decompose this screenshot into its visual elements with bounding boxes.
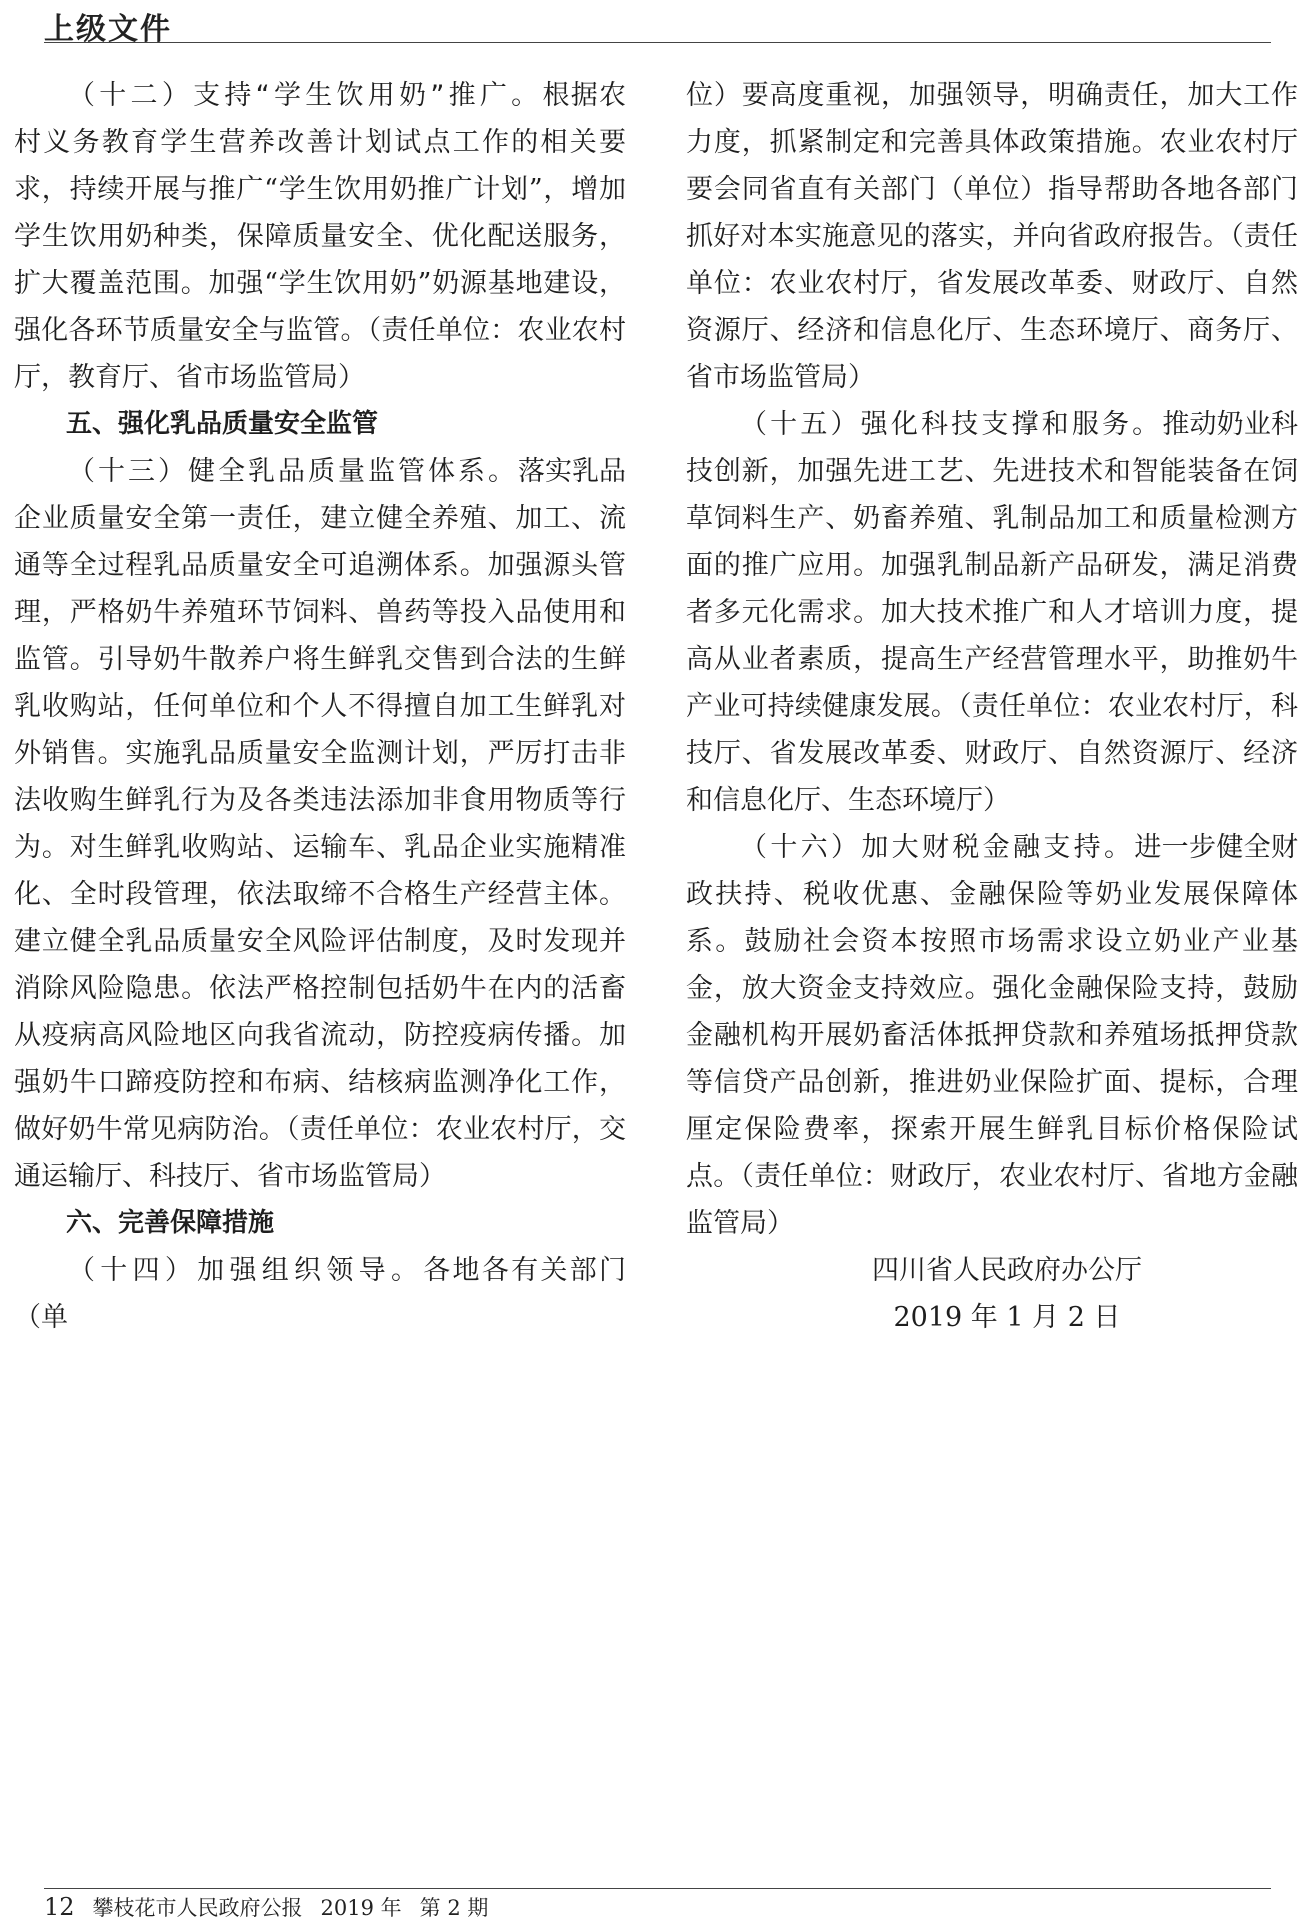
paragraph-15-lead: （十五）强化科技支撑和服务。 (740, 409, 1163, 440)
footer-divider (44, 1888, 1271, 1889)
left-column (14, 72, 626, 1341)
right-column (686, 72, 1298, 1341)
paragraph-13 (14, 448, 626, 1200)
paragraph-15-body: 推动奶业科技创新，加强先进工艺、先进技术和智能装备在饲草饲料生产、奶畜养殖、乳制品加工和质量检测方面的推广应用。加强乳制品新产品研发，满足消费者多元化需求。加大技术推广和人才培训力度，提高从业者素质，提高生产经营管理水平，助推奶牛产业可持续健康发展。（责任单位：农业农村厅，科技厅、省发展改革委、财政厅、自然资源厅、经济和信息化厅、生态环境厅） (686, 409, 1299, 816)
signature-org: 四川省人民政府办公厅 (872, 1255, 1142, 1286)
paragraph-16 (686, 824, 1298, 1247)
paragraph-12-lead: （十二）支持“学生饮用奶”推广。 (68, 80, 543, 111)
paragraph-13-body: 落实乳品企业质量安全第一责任，建立健全养殖、加工、流通等全过程乳品质量安全可追溯体系。加强源头管理，严格奶牛养殖环节饲料、兽药等投入品使用和监管。引导奶牛散养户将生鲜乳交售到合法的生鲜乳收购站，任何单位和个人不得擅自加工生鲜乳对外销售。实施乳品质量安全监测计划，严厉打击非法收购生鲜乳行为及各类违法添加非食用物质等行为。对生鲜乳收购站、运输车、乳品企业实施精准化、全时段管理，依法取缔不合格生产经营主体。建立健全乳品质量安全风险评估制度，及时发现并消除风险隐患。依法严格控制包括奶牛在内的活畜从疫病高风险地区向我省流动，防控疫病传播。加强奶牛口蹄疫防控和布病、结核病监测净化工作，做好奶牛常见病防治。（责任单位：农业农村厅，交通运输厅、科技厅、省市场监管局） (14, 456, 626, 1192)
publication-name: 攀枝花市人民政府公报 (92, 1896, 303, 1920)
publication-year: 2019 年 (320, 1896, 402, 1920)
section-heading-6: 六、完善保障措施 (66, 1208, 275, 1238)
paragraph-14-continued: 位）要高度重视，加强领导，明确责任，加大工作力度，抓紧制定和完善具体政策措施。农业农村厅要会同省直有关部门（单位）指导帮助各地各部门抓好对本实施意见的落实，并向省政府报告。（责任单位：农业农村厅，省发展改革委、财政厅、自然资源厅、经济和信息化厅、生态环境厅、商务厅、省市场监管局） (686, 80, 1298, 393)
paragraph-14-lead: （十四）加强组织领导。 (68, 1255, 424, 1286)
section-heading-5: 五、强化乳品质量安全监管 (66, 409, 379, 439)
page-footer (44, 1892, 488, 1922)
paragraph-13-lead: （十三）健全乳品质量监管体系。 (68, 456, 518, 487)
page-number: 12 (44, 1893, 75, 1921)
paragraph-14 (14, 1247, 626, 1341)
paragraph-16-body: 进一步健全财政扶持、税收优惠、金融保险等奶业发展保障体系。鼓励社会资本按照市场需求设立奶业产业基金，放大资金支持效应。强化金融保险支持，鼓励金融机构开展奶畜活体抵押贷款和养殖场抵押贷款等信贷产品创新，推进奶业保险扩面、提标，合理厘定保险费率，探索开展生鲜乳目标价格保险试点。（责任单位：财政厅，农业农村厅、省地方金融监管局） (686, 832, 1299, 1239)
header-divider (44, 42, 1271, 43)
signature-date: 2019 年 1 月 2 日 (893, 1302, 1121, 1333)
publication-issue: 第 2 期 (419, 1896, 489, 1920)
paragraph-15 (686, 401, 1298, 824)
paragraph-12-body: 根据农村义务教育学生营养改善计划试点工作的相关要求，持续开展与推广“学生饮用奶推广计划”，增加学生饮用奶种类，保障质量安全、优化配送服务，扩大覆盖范围。加强“学生饮用奶”奶源基地建设，强化各环节质量安全与监管。（责任单位：农业农村厅，教育厅、省市场监管局） (14, 80, 626, 393)
paragraph-12 (14, 72, 626, 401)
section-title: 上级文件 (44, 12, 172, 47)
paragraph-16-lead: （十六）加大财税金融支持。 (740, 832, 1135, 863)
paragraph-14-body: 各地各有关部门（单 (14, 1255, 627, 1333)
